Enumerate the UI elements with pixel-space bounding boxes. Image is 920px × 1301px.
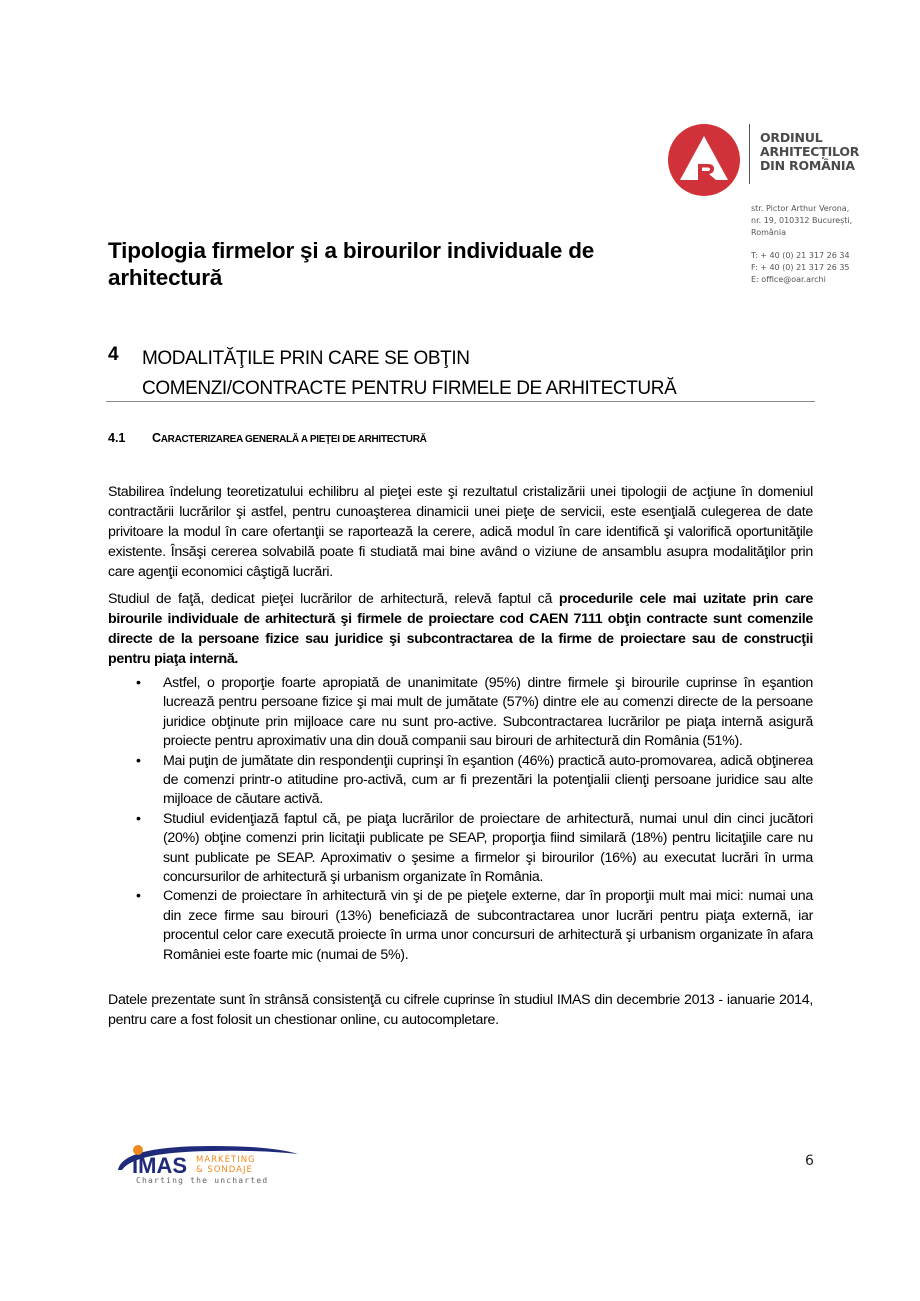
org-address [751,203,852,239]
list-item-text: Astfel, o proporţie foarte apropiată de unanimitate (95%) dintre firmele şi birourile cuprinse în eşantion lucrează pentru persoane fizice şi mai mult de jumătate (57%) dintre ele au comenzi directe de la persoane juridice obţinute prin mijloace care nu sunt pro-active. Subcontractarea lucrărilor pe piaţa internă asigură proiecte pentru aproximativ una din două companii sau birouri de arhitectură din România (51%). [163,675,813,750]
chapter-title-line: MODALITĂŢILE PRIN CARE SE OBŢIN [142,348,470,369]
phone-line: T: + 40 (0) 21 317 26 34 [751,251,850,260]
bullet-icon: • [136,675,141,691]
section-title [152,431,427,445]
svg-text:IMAS: IMAS [132,1153,187,1178]
paragraph-findings-bold: procedurile cele mai uzitate prin care birourile individuale de arhitectură şi firmele de proiectare cod CAEN 7111 obţin contracte sunt comenzile directe de la persoane fizice sau juridice şi subcontractarea de la firme de proiectare sau de construcţii pentru piaţa internă. [108,591,813,667]
section-title-rest: ARACTERIZAREA GENERALĂ A PIEŢEI DE ARHITECTURĂ [160,434,427,445]
list-item [108,752,813,810]
list-item-text: Comenzi de proiectare în arhitectură vin şi de pe pieţele externe, dar în proporţii mult mai mici: numai una din zece firme sau birouri (13%) beneficiază de subcontractarea unor lucrări pentru piaţa externă, iar procentul celor care execută proiecte în urma unor concursuri de arhitectură şi urbanism organizate în afara României este foarte mic (numai de 5%). [163,888,813,963]
chapter-title [142,344,676,404]
fax-line: F: + 40 (0) 21 317 26 35 [751,263,850,272]
oar-logo-icon [668,124,740,196]
list-item [108,674,813,752]
paragraph-findings [108,589,813,669]
list-item [108,810,813,888]
chapter-title-line: COMENZI/CONTRACTE PENTRU FIRMELE DE ARHITECTURĂ [142,378,677,399]
svg-text:Charting the uncharted: Charting the uncharted [136,1176,269,1185]
org-name-line: ARHITECȚILOR [760,144,860,159]
address-line: nr. 19, 010312 București, [751,216,853,225]
paragraph-intro: Stabilirea îndelung teoretizatului echilibru al pieţei este şi rezultatul cristalizării unei tipologii de acţiune în domeniul contractării lucrărilor şi astfel, pentru cunoaşterea dinamicii unei pieţe de servicii, este esenţială culegerea de date privitoare la modul în care ofertanţii se raportează la cerere, adică modul în care identifică şi valorifică oportunităţile existente. Însăşi cererea solvabilă poate fi studiată mai bine având o viziune de ansamblu asupra modalităţilor prin care agenţii economici câştigă lucrări. [108,484,813,580]
org-contact [751,250,850,286]
chapter-number: 4 [108,344,119,365]
document-title: Tipologia firmelor şi a birourilor individuale de arhitectură [108,238,595,290]
svg-text:& SONDAJE: & SONDAJE [196,1165,253,1175]
list-item-text: Studiul evidenţiază faptul că, pe piaţa lucrărilor de proiectare de arhitectură, numai unul din cinci jucători (20%) obţine comenzi prin licitaţii publicate pe SEAP, proporţia fiind similară (18%) pentru licitaţiile care nu sunt publicate pe SEAP. Aproximativ o şesime a firmelor şi birourilor (16%) au executat lucrări în urma concursurilor de arhitectură şi urbanism organizate în România. [163,810,813,886]
paragraph-closing: Datele prezentate sunt în strânsă consistenţă cu cifrele cuprinse în studiul IMAS din decembrie 2013 - ianuarie 2014, pentru care a fost folosit un chestionar online, cu autocompletare. [108,992,813,1028]
findings-list [108,674,813,965]
logo-separator [749,124,750,184]
imas-logo-icon [112,1140,302,1188]
bullet-icon: • [136,810,141,827]
org-name [760,131,859,173]
chapter-divider [106,401,815,402]
org-name-line: DIN ROMÂNIA [760,158,855,173]
address-line: România [751,228,786,237]
svg-text:MARKETING: MARKETING [196,1155,256,1165]
paragraph-findings-plain: Studiul de faţă, dedicat pieţei lucrărilor de arhitectură, relevă faptul că [108,591,559,607]
page-number: 6 [805,1153,814,1169]
bullet-icon: • [136,752,141,769]
org-name-line: ORDINUL [760,130,823,145]
email-line: E: office@oar.archi [751,275,826,284]
bullet-icon: • [136,888,141,905]
section-number: 4.1 [108,431,126,445]
address-line: str. Pictor Arthur Verona, [751,204,850,213]
section-title-initial: C [152,431,161,445]
list-item [108,887,813,965]
list-item-text: Mai puţin de jumătate din respondenţii cuprinşi în eşantion (46%) practică auto-promovarea, adică obţinerea de comenzi printr-o atitudine pro-activă, cum ar fi prezentări la potenţialii clienţi persoane juridice sau alte mijloace de căutare activă. [163,752,813,808]
